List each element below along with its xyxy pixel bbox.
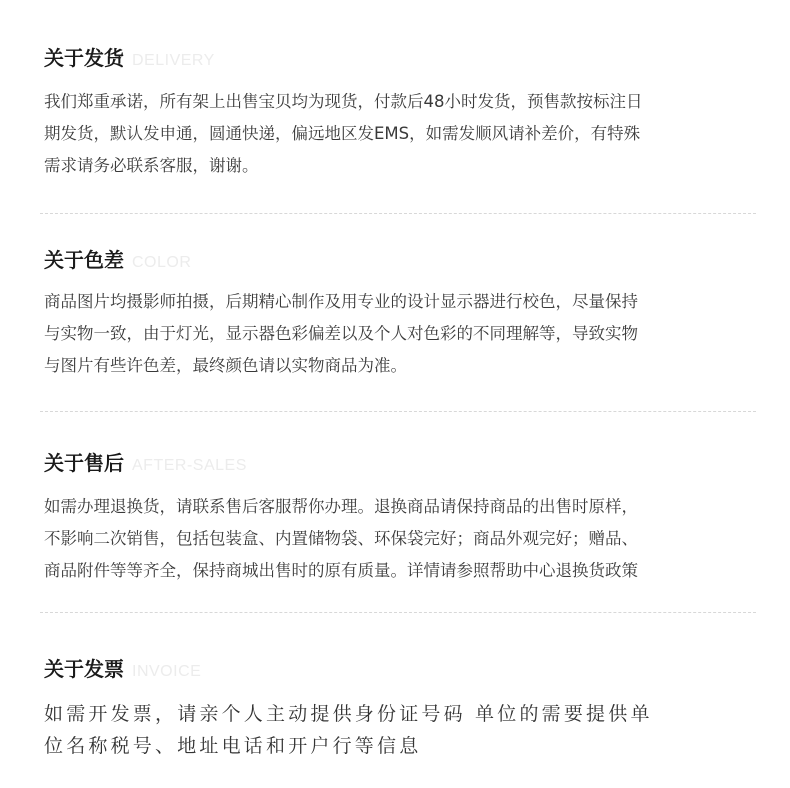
heading-title-en: AFTER-SALES [132,457,247,474]
section-heading [44,250,191,271]
section-divider [40,411,756,412]
body-line: 商品附件等等齐全，保持商城出售时的原有质量。详情请参照帮助中心退换货政策 [44,561,638,580]
body-line: 需求请务必联系客服，谢谢。 [44,156,259,175]
section-divider [40,612,756,613]
heading-title-cn: 关于色差 [44,248,124,272]
section-heading [44,659,201,680]
heading-title-en: DELIVERY [132,52,215,69]
heading-title-cn: 关于售后 [44,451,124,475]
body-line: 商品图片均摄影师拍摄，后期精心制作及用专业的设计显示器进行校色，尽量保持 [44,292,638,311]
section-divider [40,213,756,214]
section-body [44,491,756,587]
heading-title-cn: 关于发货 [44,46,124,70]
heading-title-en: INVOICE [132,663,202,680]
body-line: 期发货，默认发申通，圆通快递，偏远地区发EMS，如需发顺风请补差价，有特殊 [44,124,641,143]
section-body [44,286,756,382]
section-heading [44,453,247,474]
section-body [44,698,756,762]
body-line: 位名称税号、地址电话和开户行等信息 [44,735,422,757]
body-line: 如需开发票，请亲个人主动提供身份证号码 单位的需要提供单 [44,703,653,725]
section-heading [44,48,215,69]
body-line: 与图片有些许色差，最终颜色请以实物商品为准。 [44,356,407,375]
body-line: 我们郑重承诺，所有架上出售宝贝均为现货，付款后48小时发货，预售款按标注日 [44,92,643,111]
body-line: 如需办理退换货，请联系售后客服帮你办理。退换商品请保持商品的出售时原样， [44,497,638,516]
body-line: 不影响二次销售，包括包装盒、内置储物袋、环保袋完好；商品外观完好；赠品、 [44,529,638,548]
heading-title-cn: 关于发票 [44,657,124,681]
body-line: 与实物一致，由于灯光，显示器色彩偏差以及个人对色彩的不同理解等，导致实物 [44,324,638,343]
section-body [44,86,756,182]
heading-title-en: COLOR [132,254,192,271]
